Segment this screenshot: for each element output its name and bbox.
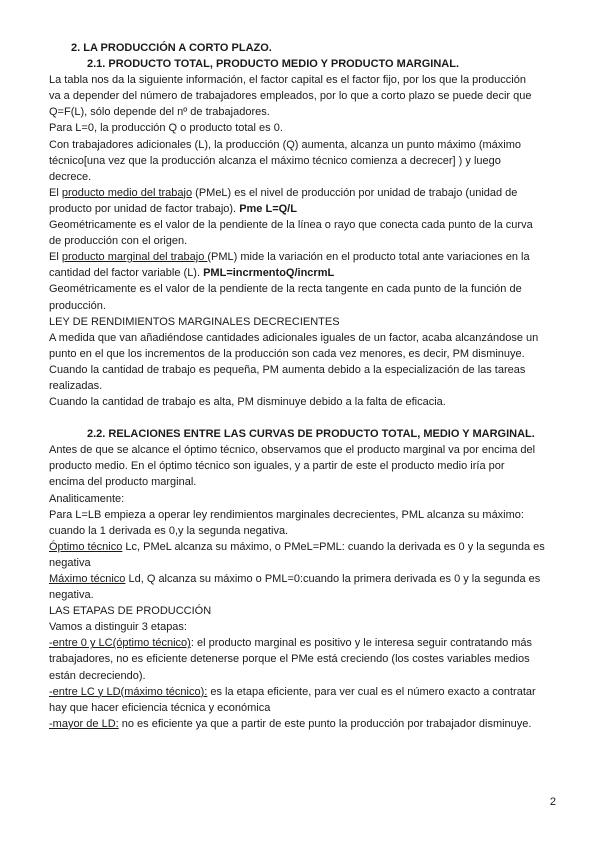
pme-line2: producto por unidad de factor trabajo). (49, 202, 240, 215)
document-body (49, 40, 557, 732)
paragraph-line: Para L=LB empieza a operar ley rendimientos marginales decrecientes, PML alcanza su máximo: (49, 508, 524, 521)
paragraph-line: Vamos a distinguir 3 etapas: (49, 621, 187, 634)
section-heading: 2. LA PRODUCCIÓN A CORTO PLAZO. (71, 42, 272, 54)
pml-definition (49, 249, 557, 265)
paragraph-line: punto en el que los incrementos de la producción son cada vez menores, es decir, PM disminuye. (49, 347, 525, 360)
pml-term: producto marginal del trabajo (61, 251, 208, 264)
stage-2 (49, 684, 557, 700)
paragraph-line: producción. (49, 299, 106, 312)
maximo-tecnico (49, 571, 557, 587)
paragraph-line: hay que hacer eficiencia técnica y económica (49, 701, 271, 714)
paragraph-line: cuando la 1 derivada es 0,y la segunda negativa. (49, 524, 289, 537)
pme-definition-line2 (49, 201, 557, 217)
stage-1-term: -entre 0 y LC(óptimo técnico) (49, 637, 191, 650)
stage-2-term: -entre LC y LD(máximo técnico): (49, 685, 208, 698)
paragraph-line: va a depender del número de trabajadores empleados, por lo que a corto plazo se puede decir que (49, 90, 532, 103)
pme-post: (PMeL) es el nivel de producción por unidad de trabajo (unidad de (192, 186, 518, 199)
stage-3-term: -mayor de LD: (49, 717, 119, 730)
page-number: 2 (549, 796, 556, 808)
stage-3-rest: no es eficiente ya que a partir de este punto la producción por trabajador disminuye. (118, 717, 532, 730)
subsection-heading: 2.1. PRODUCTO TOTAL, PRODUCTO MEDIO Y PRODUCTO MARGINAL. (87, 58, 459, 71)
maximo-term: Máximo técnico (49, 573, 126, 585)
paragraph-line: Cuando la cantidad de trabajo es pequeña, PM aumenta debido a la especialización de las tareas (49, 363, 526, 376)
paragraph-line: Para L=0, la producción Q o producto total es 0. (49, 122, 283, 135)
paragraph-line: Cuando la cantidad de trabajo es alta, PM disminuye debido a la falta de eficacia. (49, 396, 446, 409)
maximo-rest: Ld, Q alcanza su máximo o PML=0:cuando la primera derivada es 0 y la segunda es (125, 573, 541, 585)
paragraph-line: Q=F(L), sólo depende del nº de trabajadores. (49, 106, 270, 119)
pme-pre: El (49, 186, 62, 199)
paragraph-line: negativa (49, 556, 91, 569)
stage-3 (49, 716, 557, 732)
paragraph-line: A medida que van añadiéndose cantidades adicionales iguales de un factor, acaba alcanzándose un (49, 331, 539, 344)
paragraph-line: La tabla nos da la siguiente información, el factor capital es el factor fijo, por los que la producción (49, 74, 526, 87)
pml-pre: El (49, 251, 62, 264)
optimo-term: Óptimo técnico (49, 540, 123, 553)
paragraph-line: de producción con el origen. (49, 235, 188, 248)
paragraph-line: Geométricamente es el valor de la pendiente de la línea o rayo que conecta cada punto de la curva (49, 219, 533, 232)
stage-1 (49, 635, 557, 651)
pml-post: (PML) mide la variación en el producto total ante variaciones en la (207, 251, 530, 264)
paragraph-line: realizadas. (49, 379, 103, 392)
paragraph-line: Antes de que se alcance el óptimo técnico, observamos que el producto marginal va por encima del (49, 444, 536, 457)
paragraph-line: Con trabajadores adicionales (L), la producción (Q) aumenta, alcanza un punto máximo (máximo (49, 138, 522, 151)
optimo-tecnico (49, 539, 557, 555)
pml-formula: PML=incrmentoQ/incrmL (203, 267, 335, 280)
stages-title: LAS ETAPAS DE PRODUCCIÓN (49, 605, 212, 618)
pml-definition-line2 (49, 265, 557, 281)
pml-line2: cantidad del factor variable (L). (49, 267, 204, 280)
paragraph-line: negativa. (49, 589, 94, 602)
paragraph-line: decrece. (49, 170, 92, 183)
optimo-rest: Lc, PMeL alcanza su máximo, o PMeL=PML: cuando la derivada es 0 y la segunda es (122, 540, 545, 553)
law-title: LEY DE RENDIMIENTOS MARGINALES DECRECIENTES (49, 315, 340, 328)
subsection-heading-2-2: 2.2. RELACIONES ENTRE LAS CURVAS DE PRODUCTO TOTAL, MEDIO Y MARGINAL. (87, 428, 535, 441)
stage-2-rest: es la etapa eficiente, para ver cual es el número exacto a contratar (207, 685, 536, 698)
paragraph-line: Geométricamente es el valor de la pendiente de la recta tangente en cada punto de la función de (49, 283, 522, 296)
paragraph-line: trabajadores, no es eficiente detenerse porque el PMe está creciendo (los costes variables medios (49, 653, 530, 666)
paragraph-line: encima del producto marginal. (49, 476, 197, 489)
paragraph-line: producto medio. En el óptimo técnico son iguales, y a partir de este el producto medio iría por (49, 460, 505, 473)
paragraph-line: están decreciendo). (49, 669, 146, 682)
pme-definition (49, 185, 557, 201)
stage-1-rest: : el producto marginal es positivo y le interesa seguir contratando más (190, 637, 533, 650)
pme-term: producto medio del trabajo (61, 186, 193, 199)
pme-formula: Pme L=Q/L (239, 202, 297, 215)
paragraph-line: técnico[una vez que la producción alcanza el máximo técnico comienza a decrecer] ) y luego (49, 154, 501, 167)
paragraph-line: Analiticamente: (49, 492, 125, 505)
